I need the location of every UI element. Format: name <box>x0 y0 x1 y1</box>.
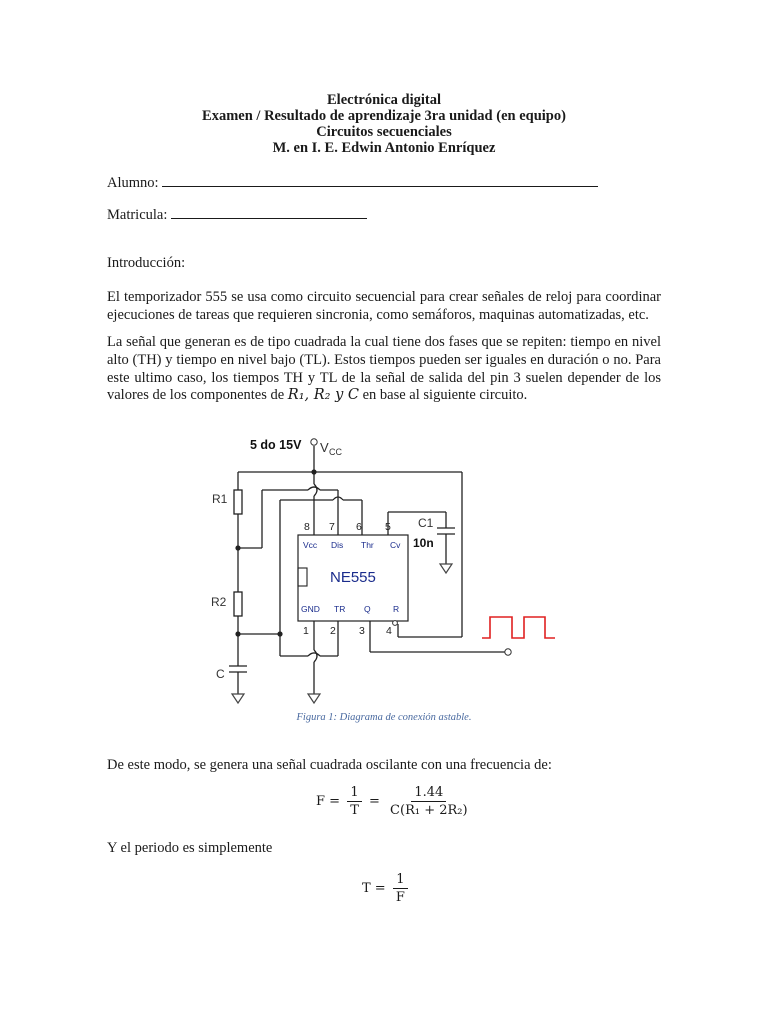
vcc-label: V <box>320 440 329 455</box>
pin-label-tr: TR <box>334 604 346 614</box>
frequency-formula <box>316 785 474 818</box>
formula-f-equals: = <box>369 794 380 809</box>
square-wave-signal <box>482 617 555 638</box>
pin-6: 6 <box>356 521 362 533</box>
formula-f-fraction-1 <box>347 785 362 818</box>
period-formula <box>362 872 411 905</box>
chip-name: NE555 <box>330 569 376 586</box>
c1-label: C1 <box>418 516 434 530</box>
vcc-subscript: CC <box>329 447 342 457</box>
exam-title: Examen / Resultado de aprendizaje 3ra unidad (en equipo) <box>202 108 566 124</box>
formula-f-num-2: 1.44 <box>411 785 446 802</box>
frequency-intro: De este modo, se genera una señal cuadrada oscilante con una frecuencia de: <box>107 757 552 773</box>
pin-label-q: Q <box>364 604 371 614</box>
pin-1: 1 <box>303 625 309 637</box>
pin-7: 7 <box>329 521 335 533</box>
figure-caption: Figura 1: Diagrama de conexión astable. <box>296 712 472 723</box>
formula-f-fraction-2 <box>387 785 471 818</box>
formula-f-den-2: C(R₁ + 2R₂) <box>390 803 468 818</box>
pin-3: 3 <box>359 625 365 637</box>
intro-paragraph-2-text: La señal que generan es de tipo cuadrada la cual tiene dos fases que se repiten: tiempo en nivel alto (TH) y tiempo en nivel bajo (TL). Estos tiempos pueden ser iguales en duración o no. Para este ultimo caso, los tiempos TH y TL de la señal de salida del pin 3 suelen depender de los valores de los componentes de <box>107 334 661 404</box>
pin-label-r: R <box>393 604 400 614</box>
intro-paragraph-1-text: El temporizador 555 se usa como circuito secuencial para crear señales de reloj para coordinar ejecuciones de tareas que requieren sincronia, como semáforos, maquinas automatizadas, etc. <box>107 289 661 323</box>
topic-title: Circuitos secuenciales <box>316 124 452 140</box>
formula-t-lhs: T = <box>362 881 386 896</box>
supply-label: 5 do 15V <box>250 438 302 452</box>
component-variables: R₁, R₂ y C <box>287 387 359 404</box>
pin-label-gnd: GND <box>301 604 320 614</box>
formula-f-num-1: 1 <box>347 785 361 802</box>
r2-label: R2 <box>211 595 227 609</box>
intro-paragraph-2-end: en base al siguiente circuito. <box>362 387 528 404</box>
alumno-label: Alumno: <box>107 175 159 191</box>
matricula-label: Matricula: <box>107 207 168 223</box>
pin-5: 5 <box>385 521 391 533</box>
formula-t-den: F <box>395 890 405 905</box>
formula-t-num: 1 <box>393 872 407 889</box>
r1-label: R1 <box>212 492 228 506</box>
c-label: C <box>216 667 225 681</box>
course-title: Electrónica digital <box>327 92 441 108</box>
instructor-name: M. en I. E. Edwin Antonio Enríquez <box>272 140 496 156</box>
pin-label-dis: Dis <box>331 540 344 550</box>
formula-f-lhs: F = <box>316 794 341 809</box>
pin-4: 4 <box>386 625 392 637</box>
pin-label-cv: Cv <box>390 540 401 550</box>
period-intro: Y el periodo es simplemente <box>107 840 273 856</box>
formula-f-den-1: T <box>350 803 359 818</box>
pin-label-vcc: Vcc <box>303 540 318 550</box>
pin-label-thr: Thr <box>361 540 374 550</box>
intro-heading: Introducción: <box>107 255 186 271</box>
pin-8: 8 <box>304 521 310 533</box>
formula-t-fraction <box>393 872 408 905</box>
c1-value: 10n <box>413 536 434 550</box>
pin-2: 2 <box>330 625 336 637</box>
